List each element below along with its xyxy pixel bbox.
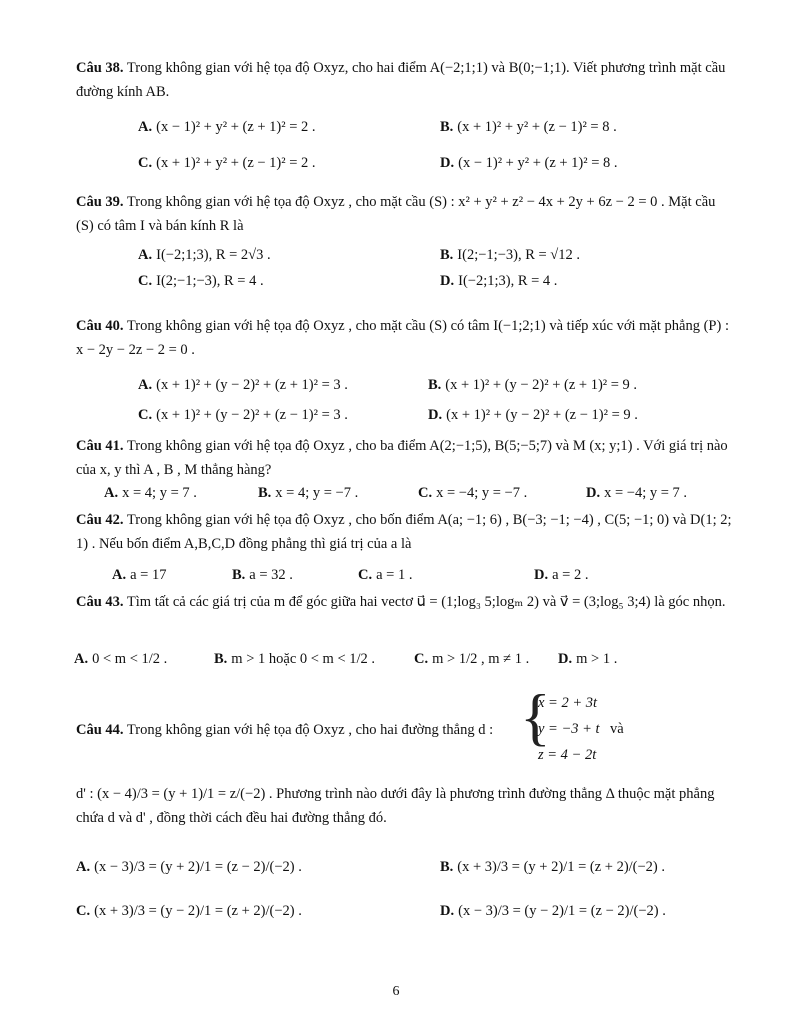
question-42 (76, 508, 736, 556)
question-41-label: Câu 41. (76, 438, 124, 454)
q42-option-c (358, 564, 412, 586)
q42-option-b-key: B. (232, 567, 246, 583)
question-38-label: Câu 38. (76, 60, 124, 76)
q43-option-c-text: m > 1/2 , m ≠ 1 . (432, 651, 530, 667)
q40-option-d-key: D. (428, 407, 443, 423)
q42-option-d (534, 564, 588, 586)
system-line-z: z = 4 − 2t (538, 747, 597, 763)
q42-option-b (232, 564, 293, 586)
q41-option-a-key: A. (104, 485, 119, 501)
q38-option-b-text: (x + 1)² + y² + (z − 1)² = 8 . (457, 119, 617, 135)
q39-option-d-key: D. (440, 273, 455, 289)
q44-option-c (76, 900, 302, 922)
q43-option-b (214, 648, 375, 670)
q40-option-b (428, 374, 637, 396)
q38-option-a-text: (x − 1)² + y² + (z + 1)² = 2 . (156, 119, 316, 135)
q40-option-c-key: C. (138, 407, 153, 423)
q40-option-c (138, 404, 348, 426)
q44-option-b-key: B. (440, 859, 454, 875)
question-42-text: Trong không gian với hệ tọa độ Oxyz , cho bốn điểm A(a; −1; 6) , B(−3; −1; −4) , C(5; −1; 0) và D(1; 2; 1) . Nếu bốn điểm A,B,C,D đồng phẳng thì giá trị của a là (76, 512, 732, 552)
q41-option-a (104, 482, 197, 504)
q38-option-b-key: B. (440, 119, 454, 135)
line-d-system (538, 690, 600, 768)
question-39-text: Trong không gian với hệ tọa độ Oxyz , cho mặt cầu (S) : x² + y² + z² − 4x + 2y + 6z − 2 = 0 . Mặt cầu (S) có tâm I và bán kính R là (76, 194, 716, 234)
q39-option-c-key: C. (138, 273, 153, 289)
q41-option-d (586, 482, 687, 504)
question-40-label: Câu 40. (76, 318, 124, 334)
q39-option-d-text: I(−2;1;3), R = 4 . (458, 273, 558, 289)
question-44-and-text: và (610, 721, 624, 737)
q39-option-b-key: B. (440, 247, 454, 263)
q43-option-d-key: D. (558, 651, 573, 667)
q41-option-b (258, 482, 358, 504)
question-44-label: Câu 44. (76, 722, 124, 738)
q40-option-c-text: (x + 1)² + (y − 2)² + (z − 1)² = 3 . (156, 407, 348, 423)
q40-option-a (138, 374, 348, 396)
q43-option-a-text: 0 < m < 1/2 . (92, 651, 168, 667)
q42-option-d-key: D. (534, 567, 549, 583)
question-40-text: Trong không gian với hệ tọa độ Oxyz , cho mặt cầu (S) có tâm I(−1;2;1) và tiếp xúc với mặt phẳng (P) : x − 2y − 2z − 2 = 0 . (76, 318, 729, 358)
question-41 (76, 434, 736, 482)
q40-option-a-text: (x + 1)² + (y − 2)² + (z + 1)² = 3 . (156, 377, 348, 393)
q43-option-c (414, 648, 529, 670)
question-43-text: Tìm tất cả các giá trị của m để góc giữa hai vectơ u⃗ = (1;log₃ 5;logₘ 2) và v⃗ = (3;log₅ 3;4) là góc nhọn. (126, 594, 726, 610)
page-number: 6 (392, 984, 400, 999)
system-line-x: x = 2 + 3t (538, 695, 598, 711)
q43-option-b-key: B. (214, 651, 228, 667)
q42-option-a (112, 564, 166, 586)
q39-option-d (440, 270, 557, 292)
q42-option-a-text: a = 17 (130, 567, 167, 583)
question-41-text: Trong không gian với hệ tọa độ Oxyz , cho ba điểm A(2;−1;5), B(5;−5;7) và M (x; y;1) . Với giá trị nào của x, y thì A , B , M thẳng hàng? (76, 438, 728, 478)
q43-option-a-key: A. (74, 651, 89, 667)
question-44-and (610, 718, 624, 740)
q43-option-d (558, 648, 617, 670)
question-43 (76, 590, 736, 614)
q40-option-d (428, 404, 638, 426)
q44-option-c-key: C. (76, 903, 91, 919)
q42-option-a-key: A. (112, 567, 127, 583)
q44-option-d-key: D. (440, 903, 455, 919)
q38-option-d-text: (x − 1)² + y² + (z + 1)² = 8 . (458, 155, 618, 171)
q41-option-c-text: x = −4; y = −7 . (436, 485, 528, 501)
q38-option-d (440, 152, 618, 174)
q41-option-a-text: x = 4; y = 7 . (122, 485, 197, 501)
q44-option-d-text: (x − 3)/3 = (y − 2)/1 = (z − 2)/(−2) . (458, 903, 666, 919)
q41-option-c (418, 482, 527, 504)
q39-option-c-text: I(2;−1;−3), R = 4 . (156, 273, 264, 289)
q43-option-c-key: C. (414, 651, 429, 667)
question-44-continued (76, 782, 736, 830)
q43-option-b-text: m > 1 hoặc 0 < m < 1/2 . (231, 651, 376, 667)
q39-option-b (440, 244, 580, 266)
q38-option-c (138, 152, 316, 174)
q42-option-c-key: C. (358, 567, 373, 583)
question-44 (76, 718, 516, 742)
q44-option-c-text: (x + 3)/3 = (y − 2)/1 = (z + 2)/(−2) . (94, 903, 302, 919)
q38-option-a (138, 116, 316, 138)
system-brace: { (520, 681, 551, 752)
question-42-label: Câu 42. (76, 512, 124, 528)
q38-option-c-text: (x + 1)² + y² + (z − 1)² = 2 . (156, 155, 316, 171)
q40-option-d-text: (x + 1)² + (y − 2)² + (z − 1)² = 9 . (446, 407, 638, 423)
q44-option-a-text: (x − 3)/3 = (y + 2)/1 = (z − 2)/(−2) . (94, 859, 302, 875)
q43-option-a (74, 648, 167, 670)
q41-option-d-text: x = −4; y = 7 . (604, 485, 688, 501)
question-38 (76, 56, 736, 104)
q40-option-b-text: (x + 1)² + (y − 2)² + (z + 1)² = 9 . (445, 377, 638, 393)
question-39-label: Câu 39. (76, 194, 124, 210)
question-44-text2: d' : (x − 4)/3 = (y + 1)/1 = z/(−2) . Phương trình nào dưới đây là phương trình đường thẳng Δ thuộc mặt phẳng chứa d và d' , đồng thời cách đều hai đường thẳng đó. (76, 786, 715, 826)
question-38-text: Trong không gian với hệ tọa độ Oxyz, cho hai điểm A(−2;1;1) và B(0;−1;1). Viết phương trình mặt cầu đường kính AB. (76, 60, 726, 100)
q43-option-d-text: m > 1 . (576, 651, 618, 667)
q41-option-b-text: x = 4; y = −7 . (275, 485, 359, 501)
question-43-label: Câu 43. (76, 594, 124, 610)
question-39 (76, 190, 736, 238)
q38-option-a-key: A. (138, 119, 153, 135)
q39-option-a-text: I(−2;1;3), R = 2√3 . (156, 247, 271, 263)
q41-option-b-key: B. (258, 485, 272, 501)
q44-option-b (440, 856, 665, 878)
q41-option-d-key: D. (586, 485, 601, 501)
q44-option-d (440, 900, 666, 922)
q44-option-b-text: (x + 3)/3 = (y + 2)/1 = (z + 2)/(−2) . (457, 859, 666, 875)
q38-option-d-key: D. (440, 155, 455, 171)
q40-option-b-key: B. (428, 377, 442, 393)
q39-option-a (138, 244, 271, 266)
q44-option-a-key: A. (76, 859, 91, 875)
q41-option-c-key: C. (418, 485, 433, 501)
question-40 (76, 314, 736, 362)
q39-option-c (138, 270, 264, 292)
q38-option-b (440, 116, 617, 138)
q40-option-a-key: A. (138, 377, 153, 393)
question-44-text: Trong không gian với hệ tọa độ Oxyz , cho hai đường thẳng d : (126, 722, 494, 738)
q38-option-c-key: C. (138, 155, 153, 171)
q42-option-d-text: a = 2 . (552, 567, 589, 583)
q44-option-a (76, 856, 302, 878)
q39-option-a-key: A. (138, 247, 153, 263)
q42-option-c-text: a = 1 . (376, 567, 413, 583)
system-line-y: y = −3 + t (538, 721, 600, 737)
q39-option-b-text: I(2;−1;−3), R = √12 . (457, 247, 581, 263)
q42-option-b-text: a = 32 . (249, 567, 293, 583)
